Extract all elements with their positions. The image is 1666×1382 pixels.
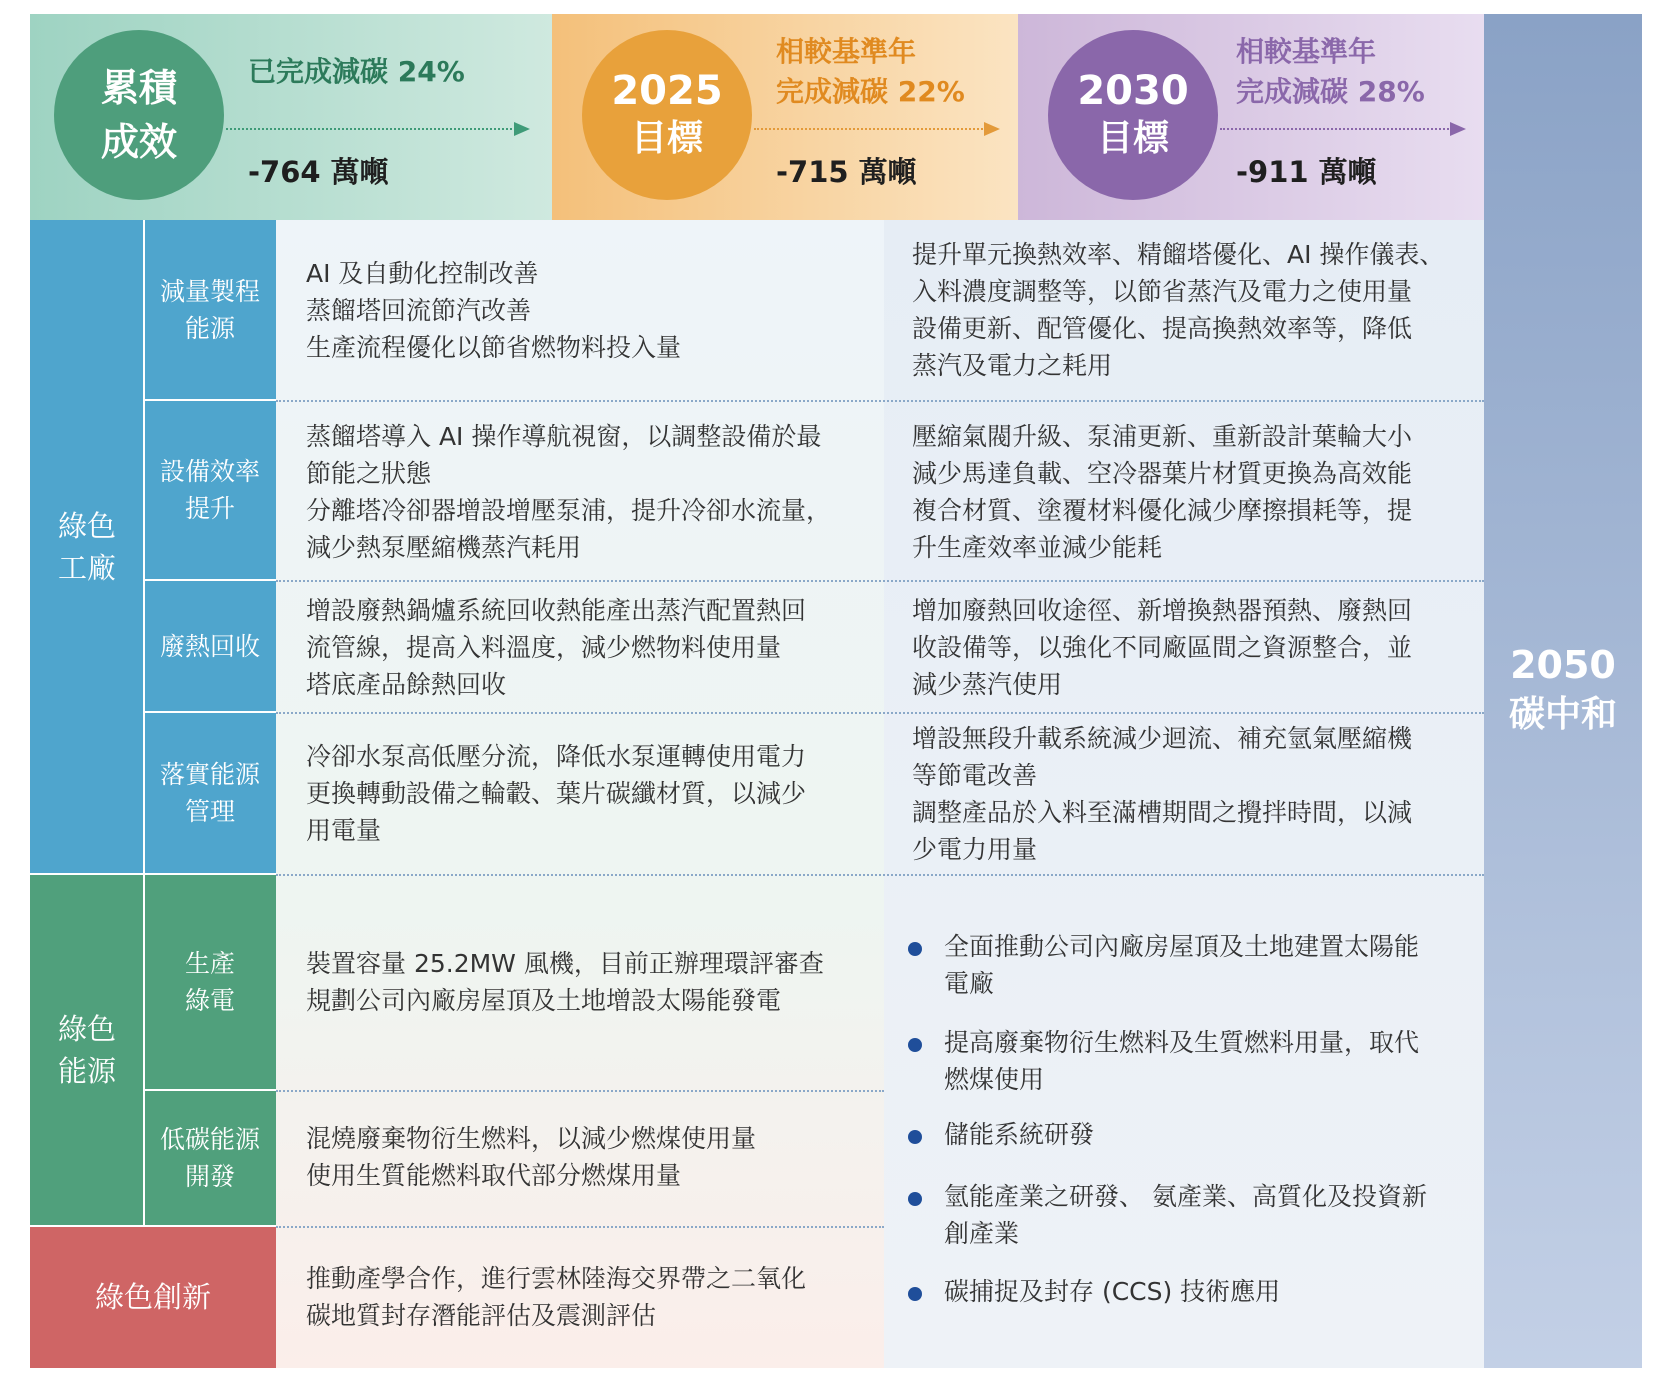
actions-2025-process-energy bbox=[306, 255, 681, 366]
actions-2030-process-energy bbox=[912, 236, 1444, 384]
action-line: 設備更新、配管優化、提高換熱效率等，降低 bbox=[912, 314, 1413, 343]
target-2025-label: 目標 bbox=[630, 118, 703, 159]
bullet-line: 氫能產業之研發、 氨產業、高質化及投資新 bbox=[944, 1182, 1427, 1211]
action-line: 更換轉動設備之輪轂、葉片碳纖材質，以減少 bbox=[306, 779, 807, 808]
sub-green-power-line1: 生產 bbox=[184, 949, 235, 978]
actions-2025-equipment-efficiency bbox=[306, 418, 831, 566]
sub-green-power bbox=[144, 874, 276, 1090]
action-line: 分離塔冷卻器增設增壓泵浦，提升冷卻水流量， bbox=[306, 496, 832, 525]
bullet-2030-hydrogen bbox=[944, 1178, 1427, 1252]
target-2030-desc-line1: 相較基準年 bbox=[1236, 35, 1377, 68]
actions-2030-equipment-efficiency bbox=[912, 418, 1412, 566]
actions-2030-waste-heat bbox=[912, 592, 1412, 703]
action-line: AI 及自動化控制改善 bbox=[306, 259, 539, 288]
target-2030-year: 2030 bbox=[1077, 68, 1189, 114]
action-line: 塔底產品餘熱回收 bbox=[306, 670, 507, 699]
action-line: 調整產品於入料至滿槽期間之攪拌時間，以減 bbox=[912, 798, 1413, 827]
row-divider bbox=[276, 400, 1484, 402]
target-2030-label: 目標 bbox=[1096, 118, 1169, 159]
target-2025-arrow-line bbox=[754, 128, 986, 130]
cumulative-arrow-line bbox=[226, 128, 516, 130]
sub-equipment-efficiency bbox=[144, 400, 276, 580]
bullet-line: 儲能系統研發 bbox=[944, 1120, 1095, 1149]
target-2030-circle bbox=[1048, 30, 1218, 200]
actions-2030-energy-management bbox=[912, 720, 1412, 868]
cumulative-circle bbox=[54, 30, 224, 200]
bullet-2030-ccs bbox=[944, 1273, 1280, 1310]
bullet-line: 創產業 bbox=[944, 1219, 1020, 1248]
action-line: 複合材質、塗覆材料優化減少摩擦損耗等，提 bbox=[912, 496, 1413, 525]
action-line: 升生產效率並減少能耗 bbox=[912, 533, 1163, 562]
action-line: 推動產學合作，進行雲林陸海交界帶之二氧化 bbox=[306, 1264, 807, 1293]
bullet-icon bbox=[908, 942, 922, 956]
sub-equipment-efficiency-line1: 設備效率 bbox=[159, 457, 260, 486]
category-green-innovation-label: 綠色創新 bbox=[94, 1280, 211, 1314]
target-2025-year: 2025 bbox=[611, 68, 723, 114]
sub-green-power-line2: 綠電 bbox=[184, 986, 235, 1015]
action-line: 用電量 bbox=[306, 816, 382, 845]
category-green-energy-line1: 綠色 bbox=[57, 1012, 116, 1046]
sub-process-energy bbox=[144, 220, 276, 400]
bullet-line: 碳捕捉及封存 (CCS) 技術應用 bbox=[944, 1277, 1281, 1306]
action-line: 規劃公司內廠房屋頂及土地增設太陽能發電 bbox=[306, 986, 782, 1015]
category-green-energy-line2: 能源 bbox=[57, 1054, 116, 1088]
cumulative-arrow-icon bbox=[514, 122, 530, 136]
category-green-factory bbox=[30, 220, 144, 874]
bullet-icon bbox=[908, 1192, 922, 1206]
category-divider bbox=[143, 220, 145, 1226]
action-line: 使用生質能燃料取代部分燃煤用量 bbox=[306, 1161, 682, 1190]
action-line: 減少蒸汽使用 bbox=[912, 670, 1063, 699]
goal-2050-text bbox=[1484, 640, 1642, 740]
target-2025-circle bbox=[582, 30, 752, 200]
action-line: 增設無段升載系統減少迴流、補充氫氣壓縮機 bbox=[912, 724, 1413, 753]
sub-low-carbon bbox=[144, 1090, 276, 1226]
action-line: 蒸汽及電力之耗用 bbox=[912, 351, 1113, 380]
bullet-line: 提高廢棄物衍生燃料及生質燃料用量，取代 bbox=[944, 1028, 1420, 1057]
bullet-line: 全面推動公司內廠房屋頂及土地建置太陽能 bbox=[944, 932, 1420, 961]
target-2025-amount: -715 萬噸 bbox=[776, 155, 917, 189]
action-line: 蒸餾塔回流節汽改善 bbox=[306, 296, 532, 325]
action-line: 裝置容量 25.2MW 風機，目前正辦理環評審查 bbox=[306, 949, 824, 978]
row-divider bbox=[276, 1090, 884, 1092]
action-line: 壓縮氣閥升級、泵浦更新、重新設計葉輪大小 bbox=[912, 422, 1413, 451]
category-divider-h bbox=[30, 1225, 276, 1227]
action-line: 等節電改善 bbox=[912, 761, 1038, 790]
target-2025-arrow-icon bbox=[984, 122, 1000, 136]
action-line: 碳地質封存潛能評估及震測評估 bbox=[306, 1301, 657, 1330]
bullet-icon bbox=[908, 1130, 922, 1144]
sub-energy-management-line2: 管理 bbox=[184, 797, 235, 826]
target-2030-arrow-line bbox=[1220, 128, 1452, 130]
goal-2050-label: 碳中和 bbox=[1508, 694, 1617, 735]
target-2025-desc bbox=[776, 32, 965, 112]
action-line: 節能之狀態 bbox=[306, 459, 432, 488]
actions-2025-low-carbon bbox=[306, 1120, 756, 1194]
sub-waste-heat bbox=[144, 580, 276, 712]
category-green-energy bbox=[30, 874, 144, 1226]
row-divider bbox=[276, 580, 1484, 582]
cumulative-circle-line1: 累積 bbox=[100, 66, 177, 110]
row-divider bbox=[276, 1226, 884, 1228]
action-line: 冷卻水泵高低壓分流，降低水泵運轉使用電力 bbox=[306, 742, 807, 771]
sub-equipment-efficiency-line2: 提升 bbox=[184, 494, 235, 523]
actions-2025-green-innovation bbox=[306, 1260, 806, 1334]
goal-2050-year: 2050 bbox=[1510, 643, 1616, 687]
action-line: 入料濃度調整等，以節省蒸汽及電力之使用量 bbox=[912, 277, 1413, 306]
action-line: 生產流程優化以節省燃物料投入量 bbox=[306, 333, 682, 362]
sub-divider bbox=[144, 579, 276, 581]
actions-2025-energy-management bbox=[306, 738, 806, 849]
target-2030-desc-line2: 完成減碳 28% bbox=[1236, 75, 1425, 108]
bullet-icon bbox=[908, 1038, 922, 1052]
cumulative-circle-line2: 成效 bbox=[100, 120, 177, 164]
row-divider bbox=[276, 874, 1484, 876]
actions-2025-green-power bbox=[306, 945, 824, 1019]
action-line: 混燒廢棄物衍生燃料，以減少燃煤使用量 bbox=[306, 1124, 757, 1153]
cumulative-label: 已完成減碳 24% bbox=[248, 55, 465, 88]
target-2030-amount: -911 萬噸 bbox=[1236, 155, 1377, 189]
category-divider-h bbox=[30, 873, 276, 875]
actions-2025-waste-heat bbox=[306, 592, 806, 703]
category-green-factory-line1: 綠色 bbox=[57, 509, 116, 543]
action-line: 增加廢熱回收途徑、新增換熱器預熱、廢熱回 bbox=[912, 596, 1413, 625]
sub-divider bbox=[144, 711, 276, 713]
bullet-line: 電廠 bbox=[944, 969, 995, 998]
bullet-2030-fuel bbox=[944, 1024, 1419, 1098]
bullet-line: 燃煤使用 bbox=[944, 1065, 1045, 1094]
action-line: 提升單元換熱效率、精餾塔優化、AI 操作儀表、 bbox=[912, 240, 1445, 269]
sub-divider bbox=[144, 1089, 276, 1091]
sub-waste-heat-label: 廢熱回收 bbox=[159, 631, 260, 661]
category-green-innovation bbox=[30, 1226, 276, 1368]
action-line: 少電力用量 bbox=[912, 835, 1038, 864]
action-line: 減少馬達負載、空冷器葉片材質更換為高效能 bbox=[912, 459, 1413, 488]
sub-divider bbox=[144, 399, 276, 401]
sub-energy-management-line1: 落實能源 bbox=[159, 760, 260, 789]
action-line: 蒸餾塔導入 AI 操作導航視窗，以調整設備於最 bbox=[306, 422, 822, 451]
target-2030-desc bbox=[1236, 32, 1425, 112]
action-line: 增設廢熱鍋爐系統回收熱能產出蒸汽配置熱回 bbox=[306, 596, 807, 625]
target-2030-arrow-icon bbox=[1450, 122, 1466, 136]
sub-low-carbon-line2: 開發 bbox=[184, 1162, 235, 1191]
sub-process-energy-line1: 減量製程 bbox=[159, 277, 260, 306]
bullet-icon bbox=[908, 1287, 922, 1301]
cumulative-amount: -764 萬噸 bbox=[248, 155, 389, 189]
row-divider bbox=[276, 712, 1484, 714]
action-line: 流管線，提高入料溫度，減少燃物料使用量 bbox=[306, 633, 782, 662]
action-line: 收設備等，以強化不同廠區間之資源整合，並 bbox=[912, 633, 1413, 662]
sub-energy-management bbox=[144, 712, 276, 874]
sub-process-energy-line2: 能源 bbox=[184, 314, 235, 343]
target-2025-desc-line1: 相較基準年 bbox=[776, 35, 917, 68]
sub-low-carbon-line1: 低碳能源 bbox=[159, 1125, 260, 1154]
target-2025-desc-line2: 完成減碳 22% bbox=[776, 75, 965, 108]
bullet-2030-storage bbox=[944, 1116, 1094, 1153]
action-line: 減少熱泵壓縮機蒸汽耗用 bbox=[306, 533, 582, 562]
category-green-factory-line2: 工廠 bbox=[57, 551, 116, 585]
bullet-2030-solar bbox=[944, 928, 1419, 1002]
